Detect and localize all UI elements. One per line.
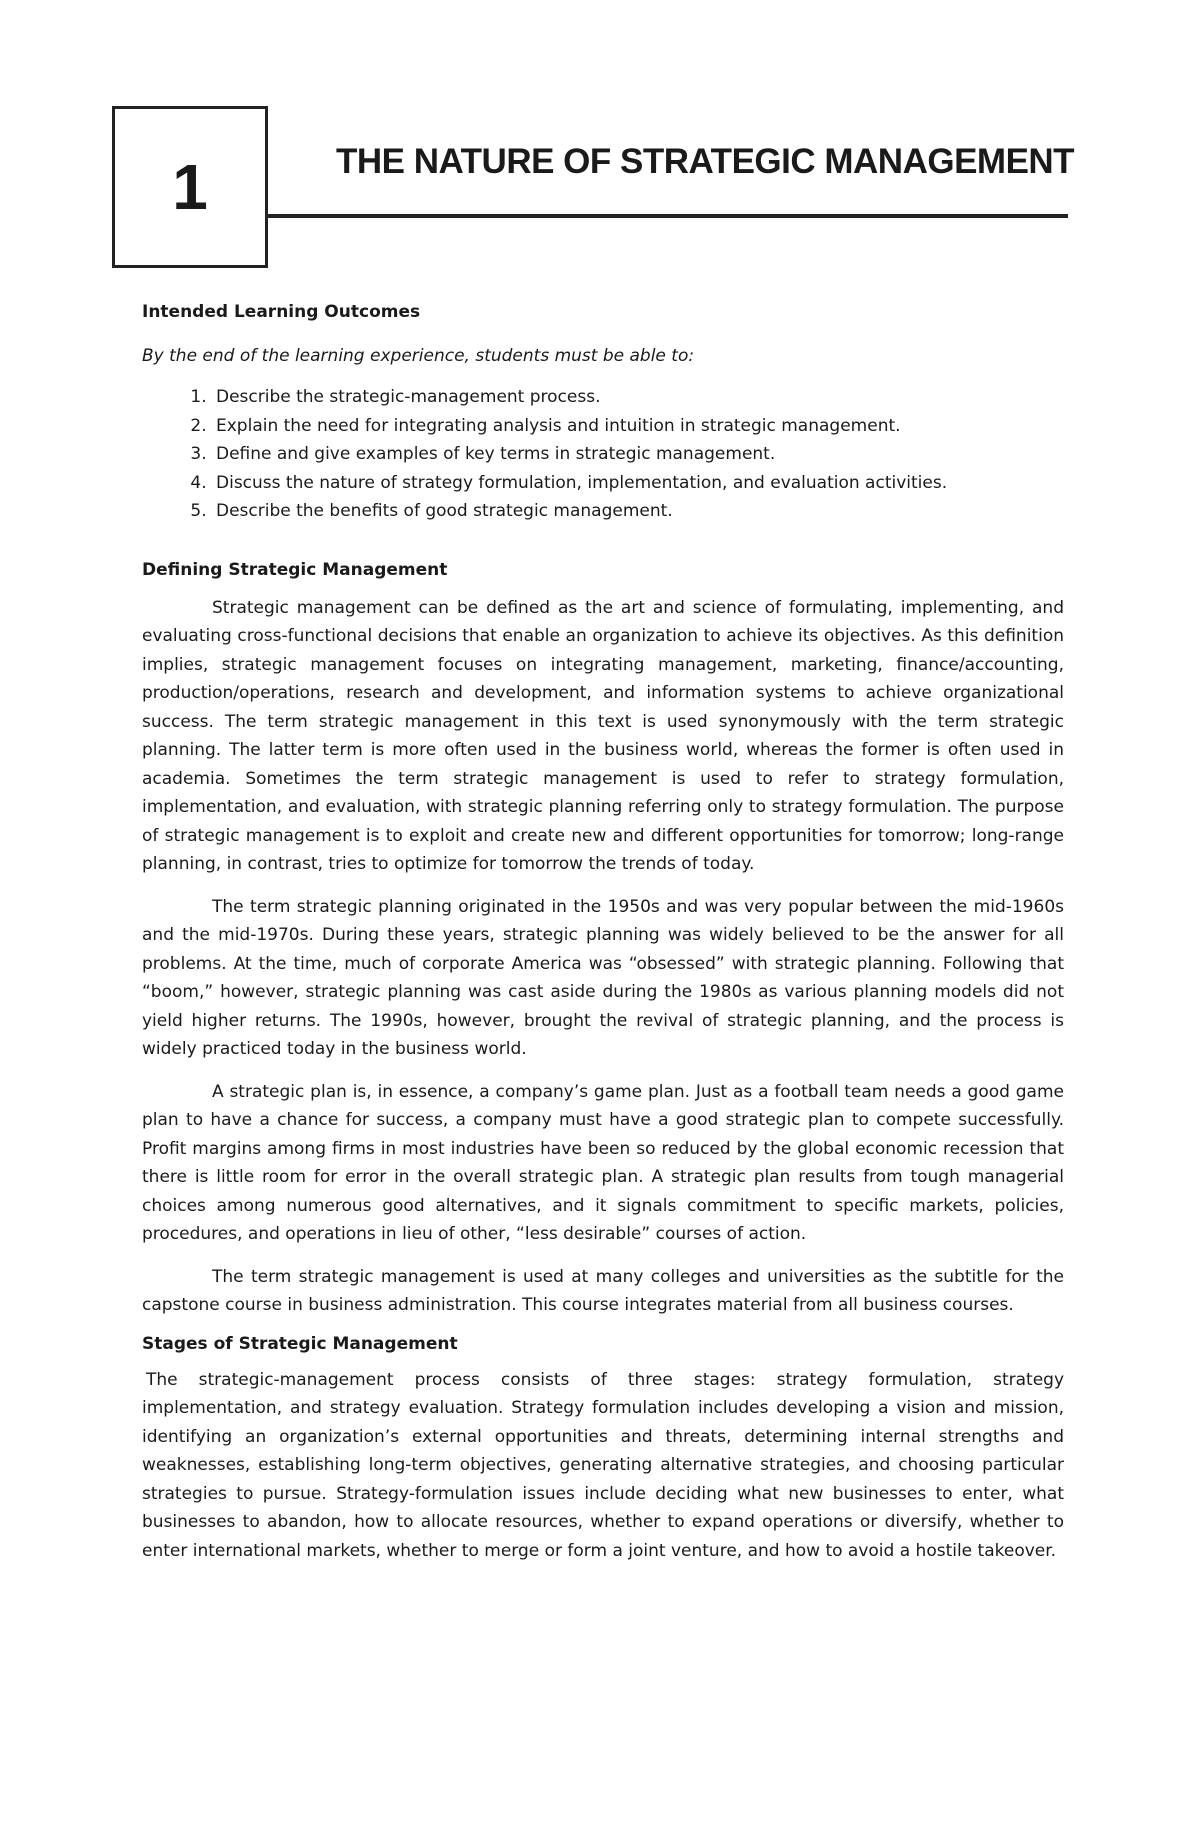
chapter-number-box [112, 106, 268, 268]
stages-paragraph: The strategic-management process consists of three stages: strategy formulation, strategy implementation, and strategy evaluation. Strategy formulation includes developing a vision and mission, identifying an organization’s external opportunities and threats, determining internal strengths and weaknesses, establishing long-term objectives, generating alternative strategies, and choosing particular strategies to pursue. Strategy-formulation issues include deciding what new businesses to enter, what businesses to abandon, how to allocate resources, whether to expand operations or diversify, whether to enter international markets, whether to merge or form a joint venture, and how to avoid a hostile takeover. [142, 1369, 1064, 1561]
page-content [142, 302, 1064, 1565]
defining-paragraph-4: The term strategic management is used at many colleges and universities as the subtitle for the capstone course in business administration. This course integrates material from all business courses. [142, 1266, 1064, 1315]
defining-paragraph-2: The term strategic planning originated in the 1950s and was very popular between the mid-1960s and the mid-1970s. During these years, strategic planning was widely believed to be the answer for all problems. At the time, much of corporate America was “obsessed” with strategic planning. Following that “boom,” however, strategic planning was cast aside during the 1980s as various planning models did not yield higher returns. The 1990s, however, brought the revival of strategic planning, and the process is widely practiced today in the business world. [142, 896, 1064, 1059]
defining-paragraph-1: Strategic management can be defined as the art and science of formulating, implementing, and evaluating cross-functional decisions that enable an organization to achieve its objectives. As this definition implies, strategic management focuses on integrating management, marketing, finance/accounting, production/operations, research and development, and information systems to achieve organizational success. The term strategic management in this text is used synonymously with the term strategic planning. The latter term is more often used in the business world, whereas the former is often used in academia. Sometimes the term strategic management is used to refer to strategy formulation, implementation, and evaluation, with strategic planning referring only to strategy formulation. The purpose of strategic management is to exploit and create new and different opportunities for tomorrow; long-range planning, in contrast, tries to optimize for tomorrow the trends of today. [142, 597, 1064, 874]
chapter-title: THE NATURE OF STRATEGIC MANAGEMENT [336, 142, 1075, 181]
defining-paragraph-3: A strategic plan is, in essence, a company’s game plan. Just as a football team needs a good game plan to have a chance for success, a company must have a good strategic plan to compete successfully. Profit margins among firms in most industries have been so reduced by the global economic recession that there is little room for error in the overall strategic plan. A strategic plan results from tough managerial choices among numerous good alternatives, and it signals commitment to specific markets, policies, procedures, and operations in lieu of other, “less desirable” courses of action. [142, 1081, 1064, 1244]
outcomes-heading: Intended Learning Outcomes [142, 302, 421, 322]
outcomes-lead: By the end of the learning experience, students must be able to: [142, 346, 695, 366]
stages-heading: Stages of Strategic Management [142, 1333, 458, 1354]
list-item: 5. Describe the benefits of good strategic management. [212, 497, 1064, 526]
chapter-number: 1 [172, 151, 208, 223]
list-item: 1. Describe the strategic-management process. [212, 383, 1064, 412]
title-underline [268, 214, 1068, 218]
list-item: 3. Define and give examples of key terms in strategic management. [212, 440, 1064, 469]
outcomes-list [142, 383, 1064, 526]
defining-heading: Defining Strategic Management [142, 559, 448, 580]
list-item: 4. Discuss the nature of strategy formulation, implementation, and evaluation activities. [212, 469, 1064, 498]
list-item: 2. Explain the need for integrating analysis and intuition in strategic management. [212, 412, 1064, 441]
